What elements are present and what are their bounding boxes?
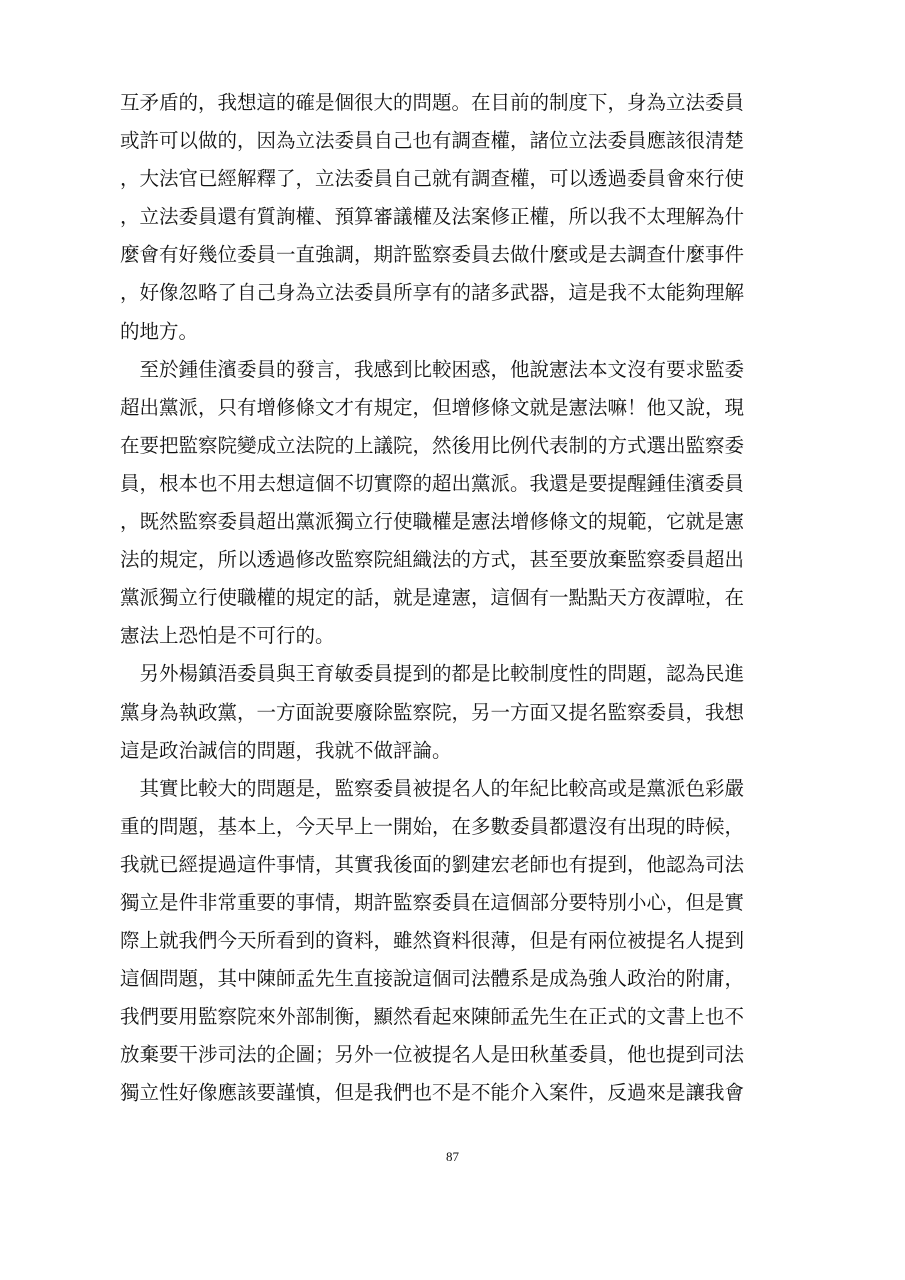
page-number: 87 [446, 1149, 459, 1164]
body-text [120, 84, 810, 1113]
text-line: 法的規定，所以透過修改監察院組織法的方式，甚至要放棄監察委員超出 [120, 548, 745, 572]
text-line: 重的問題，基本上，今天早上一開始，在多數委員都還沒有出現的時候， [120, 814, 745, 838]
text-line: 的地方。 [120, 319, 199, 343]
text-line: 其實比較大的問題是，監察委員被提名人的年紀比較高或是黨派色彩嚴 [120, 776, 745, 800]
text-line: 麼會有好幾位委員一直強調，期許監察委員去做什麼或是去調查什麼事件 [120, 243, 745, 267]
text-line: 黨身為執政黨，一方面說要廢除監察院，另一方面又提名監察委員，我想 [120, 700, 745, 724]
text-line: 這個問題，其中陳師孟先生直接說這個司法體系是成為強人政治的附庸， [120, 967, 745, 991]
text-line: ，既然監察委員超出黨派獨立行使職權是憲法增修條文的規範，它就是憲 [120, 510, 745, 534]
text-line: 或許可以做的，因為立法委員自己也有調查權，諸位立法委員應該很清楚 [120, 129, 745, 153]
text-line: 我就已經提過這件事情，其實我後面的劉建宏老師也有提到，他認為司法 [120, 852, 745, 876]
text-line: 放棄要干涉司法的企圖；另外一位被提名人是田秋堇委員，他也提到司法 [120, 1043, 745, 1067]
text-line: 員，根本也不用去想這個不切實際的超出黨派。我還是要提醒鍾佳濱委員 [120, 471, 745, 495]
text-line: 至於鍾佳濱委員的發言，我感到比較困惑，他說憲法本文沒有要求監委 [120, 357, 745, 381]
text-line: ，立法委員還有質詢權、預算審議權及法案修正權，所以我不太理解為什 [120, 205, 745, 229]
text-line: ，大法官已經解釋了，立法委員自己就有調查權，可以透過委員會來行使 [120, 167, 745, 191]
text-line: 際上就我們今天所看到的資料，雖然資料很薄，但是有兩位被提名人提到 [120, 929, 745, 953]
text-line: 在要把監察院變成立法院的上議院，然後用比例代表制的方式選出監察委 [120, 433, 745, 457]
text-line: 獨立性好像應該要謹慎，但是我們也不是不能介入案件，反過來是讓我會 [120, 1081, 745, 1105]
text-line: 我們要用監察院來外部制衡，顯然看起來陳師孟先生在正式的文書上也不 [120, 1005, 745, 1029]
text-line: 獨立是件非常重要的事情，期許監察委員在這個部分要特別小心，但是實 [120, 890, 745, 914]
text-line: 另外楊鎮浯委員與王育敏委員提到的都是比較制度性的問題，認為民進 [120, 662, 745, 686]
text-line: 超出黨派，只有增修條文才有規定，但增修條文就是憲法嘛！他又說，現 [120, 395, 745, 419]
text-line: 互矛盾的，我想這的確是個很大的問題。在目前的制度下，身為立法委員 [120, 91, 745, 114]
text-line: 這是政治誠信的問題，我就不做評論。 [120, 738, 452, 762]
text-line: 黨派獨立行使職權的規定的話，就是違憲，這個有一點點天方夜譚啦，在 [120, 586, 745, 610]
text-line: 憲法上恐怕是不可行的。 [120, 624, 335, 648]
text-line: ，好像忽略了自己身為立法委員所享有的諸多武器，這是我不太能夠理解 [120, 281, 745, 305]
